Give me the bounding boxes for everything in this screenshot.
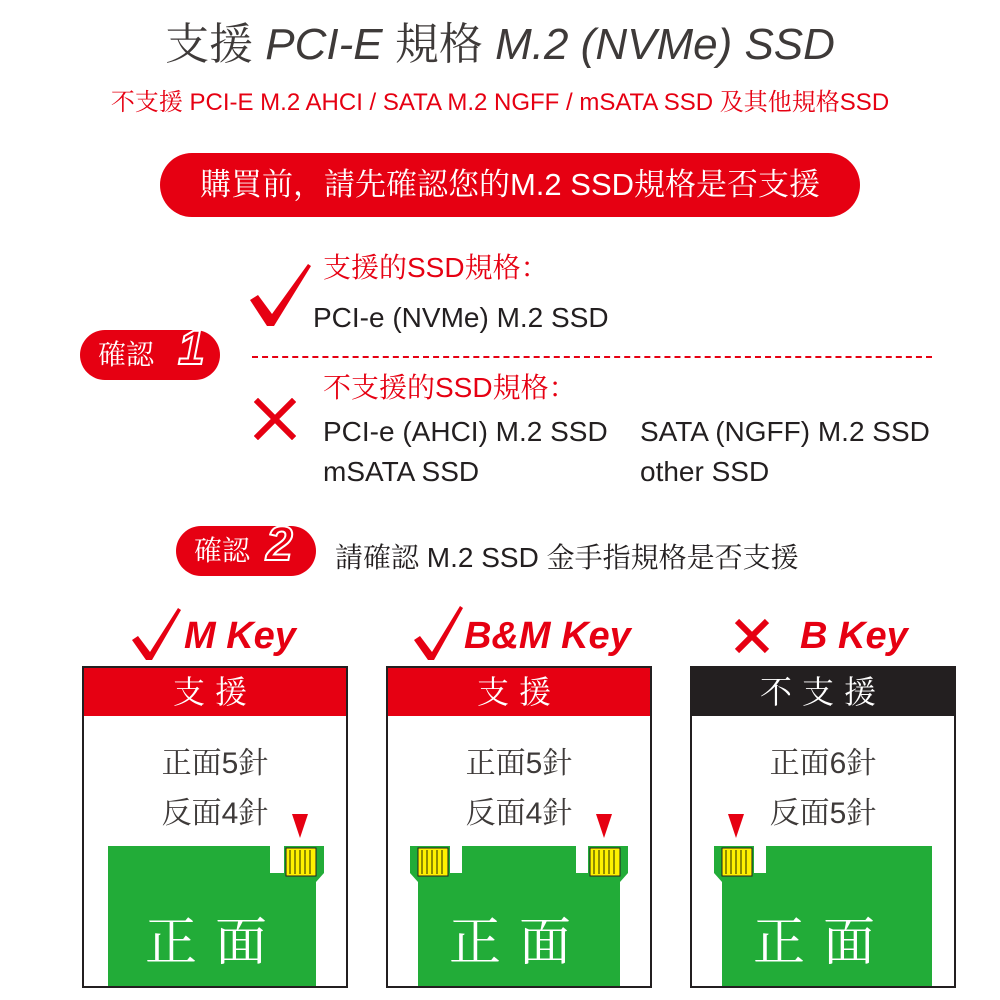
check-mark-icon [412, 604, 464, 662]
m-key-card [82, 666, 348, 988]
subtitle: 不支援 PCI-E M.2 AHCI / SATA M.2 NGFF / mSATA SSD 及其他規格SSD [110, 89, 890, 116]
board-front-label: 正面 [752, 914, 893, 972]
front-pins: 正面5針 [465, 747, 573, 780]
check1-badge [80, 322, 220, 380]
pin-indicator-icon [728, 814, 744, 838]
pin-indicator-icon [292, 814, 308, 838]
bm-key-title: B&M Key [464, 615, 631, 657]
confirm-banner: 購買前，請先確認您的M.2 SSD規格是否支援 [160, 153, 860, 217]
title-pcie: PCI-E [265, 20, 383, 69]
title-mid: 規格 [382, 20, 496, 69]
back-pins: 反面4針 [161, 797, 269, 830]
back-pins: 反面5針 [769, 797, 877, 830]
check1-badge-number: 1 [178, 322, 205, 375]
bm-key-card [386, 666, 652, 988]
board-front-label: 正面 [448, 914, 589, 972]
page-title [0, 8, 1000, 72]
supported-item: PCI-e (NVMe) M.2 SSD [313, 302, 609, 333]
unsupported-item: PCI-e (AHCI) M.2 SSD [323, 416, 608, 447]
pin-indicator-icon [596, 814, 612, 838]
supported-heading: 支援的SSD規格： [323, 252, 549, 283]
check1-badge-label: 確認 [98, 339, 155, 370]
card-status-header: 支援 [388, 668, 650, 716]
unsupported-item: other SSD [640, 456, 770, 487]
unsupported-heading: 不支援的SSD規格： [323, 372, 577, 403]
check-mark-icon [130, 606, 182, 662]
card-status-header: 支援 [84, 668, 346, 716]
front-pins: 正面5針 [161, 747, 269, 780]
check2-badge-number: 2 [266, 518, 293, 571]
divider [252, 356, 932, 358]
m-key-title: M Key [184, 615, 296, 657]
unsupported-item: mSATA SSD [323, 456, 480, 487]
card-status-header: 不支援 [692, 668, 954, 716]
title-prefix: 支援 [165, 20, 266, 69]
back-pins: 反面4針 [465, 797, 573, 830]
unsupported-item: SATA (NGFF) M.2 SSD [640, 416, 930, 447]
cross-mark-icon [733, 617, 771, 655]
check2-badge-label: 確認 [194, 535, 251, 566]
check2-text: 請確認 M.2 SSD 金手指規格是否支援 [335, 542, 799, 573]
b-key-title: B Key [800, 615, 908, 657]
cross-mark-icon [254, 398, 296, 440]
title-suffix: M.2 (NVMe) SSD [495, 20, 835, 69]
b-key-card [690, 666, 956, 988]
board-front-label: 正面 [144, 914, 285, 972]
check2-badge [176, 518, 316, 576]
check-mark-icon [248, 262, 312, 328]
front-pins: 正面6針 [769, 747, 877, 780]
